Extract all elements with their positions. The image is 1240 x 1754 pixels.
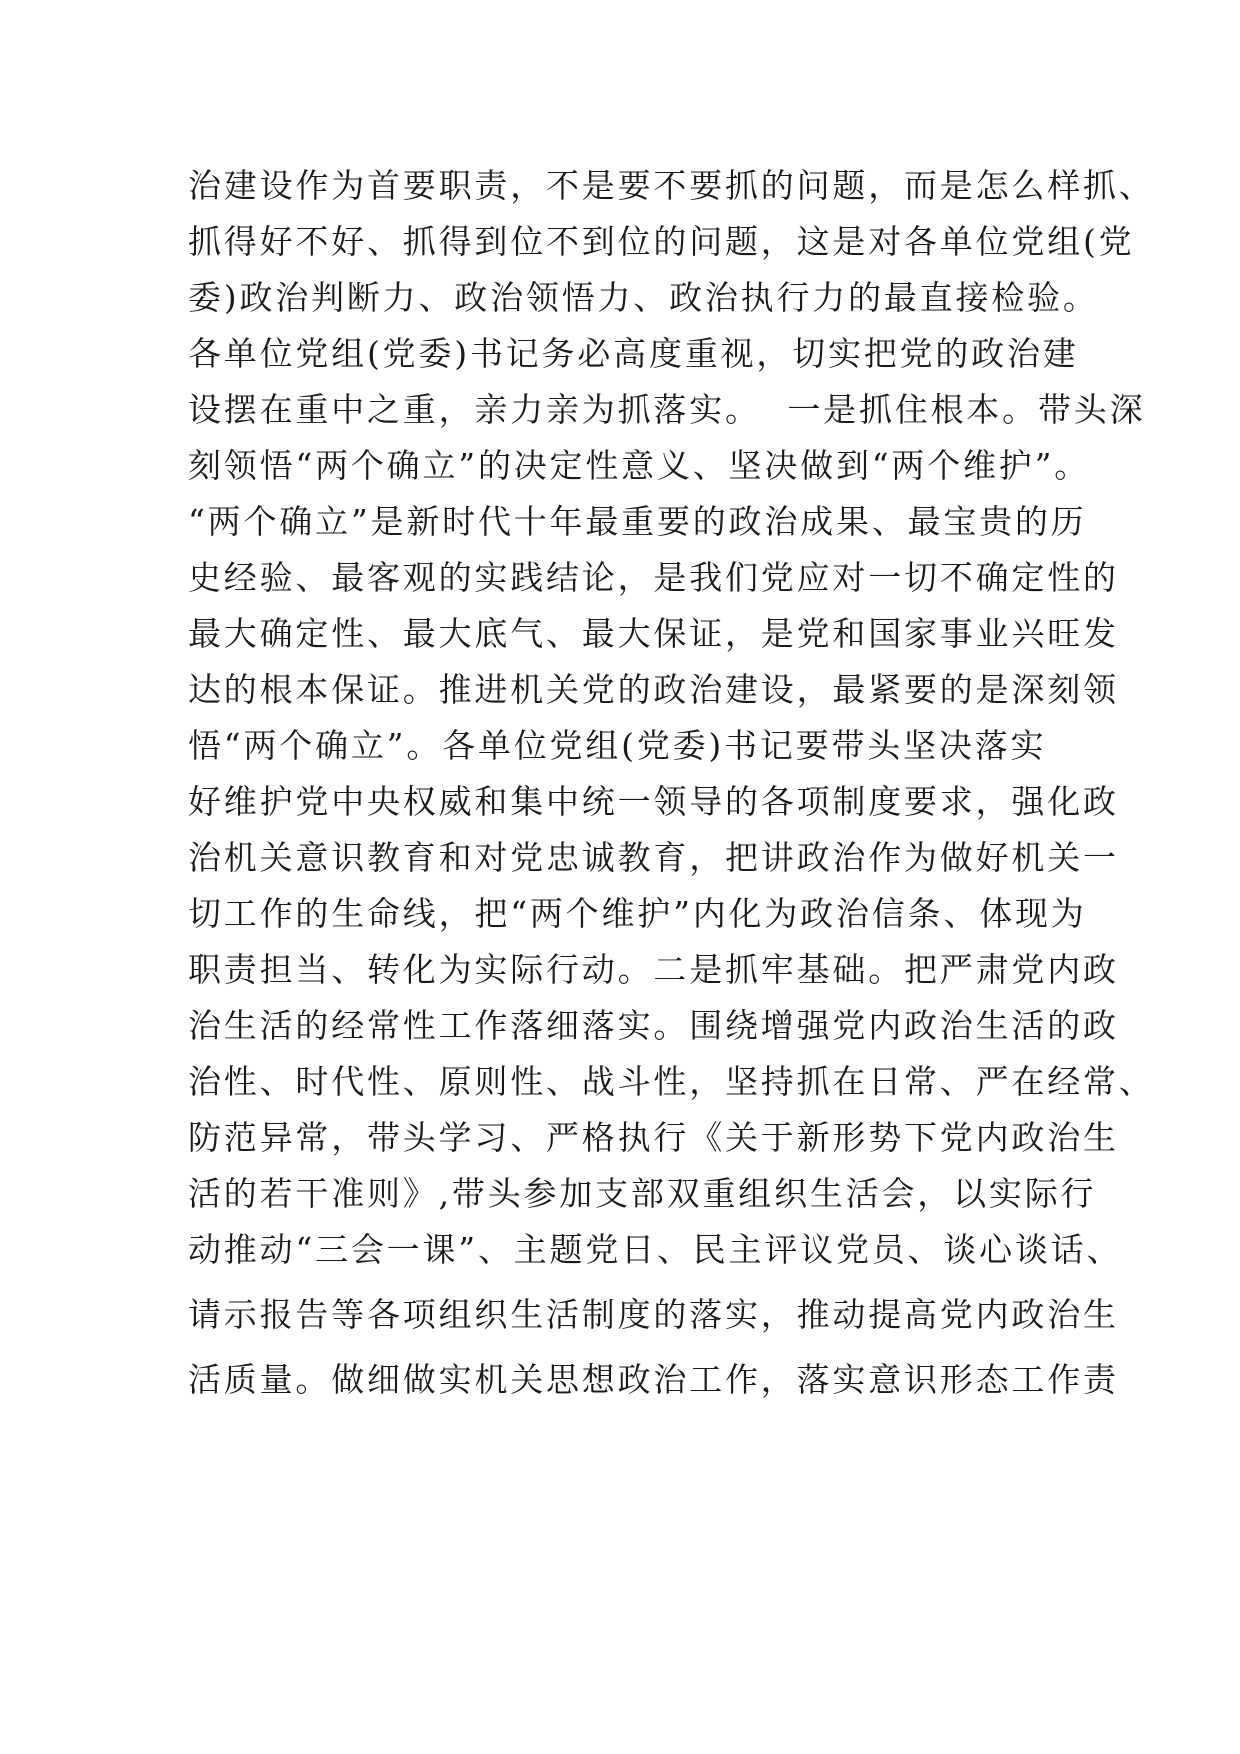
text-line-9: 最大确定性、最大底气、最大保证，是党和国家事业兴旺发 [188, 614, 1119, 653]
text-line-6: 刻领悟“两个确立”的决定性意义、坚决做到“两个维护”。 [188, 446, 1091, 485]
text-line-21: 请示报告等各项组织生活制度的落实，推动提高党内政治生 [188, 1295, 1119, 1334]
text-line-14: 切工作的生命线，把“两个维护”内化为政治信条、体现为 [188, 894, 1087, 933]
text-line-2: 抓得好不好、抓得到位不到位的问题，这是对各单位党组(党 [188, 222, 1135, 261]
text-line-7: “两个确立”是新时代十年最重要的政治成果、最宝贵的历 [188, 502, 1087, 541]
text-line-19: 活的若干准则》,带头参加支部双重组织生活会，以实际行 [188, 1174, 1097, 1213]
text-line-3: 委)政治判断力、政治领悟力、政治执行力的最直接检验。 [188, 278, 1099, 317]
text-line-17: 治性、时代性、原则性、战斗性，坚持抓在日常、严在经常、 [188, 1062, 1155, 1101]
text-line-16: 治生活的经常性工作落细落实。围绕增强党内政治生活的政 [188, 1006, 1119, 1045]
text-line-20: 动推动“三会一课”、主题党日、民主评议党员、谈心谈话、 [188, 1230, 1123, 1269]
text-line-13: 治机关意识教育和对党忠诚教育，把讲政治作为做好机关一 [188, 838, 1119, 877]
text-line-15: 职责担当、转化为实际行动。二是抓牢基础。把严肃党内政 [188, 950, 1119, 989]
text-line-11: 悟“两个确立”。各单位党组(党委)书记要带头坚决落实 [188, 726, 1047, 765]
text-line-5: 设摆在重中之重，亲力亲为抓落实。 一是抓住根本。带头深 [188, 390, 1146, 429]
text-line-4: 各单位党组(党委)书记务必高度重视，切实把党的政治建 [188, 334, 1079, 373]
text-line-22: 活质量。做细做实机关思想政治工作，落实意识形态工作责 [188, 1360, 1119, 1399]
text-line-1: 治建设作为首要职责，不是要不要抓的问题，而是怎么样抓、 [188, 166, 1155, 205]
text-line-10: 达的根本保证。推进机关党的政治建设，最紧要的是深刻领 [188, 670, 1119, 709]
text-line-12: 好维护党中央权威和集中统一领导的各项制度要求，强化政 [188, 782, 1119, 821]
body-text [188, 158, 1155, 1408]
text-line-8: 史经验、最客观的实践结论，是我们党应对一切不确定性的 [188, 558, 1119, 597]
text-line-18: 防范异常，带头学习、严格执行《关于新形势下党内政治生 [188, 1118, 1119, 1157]
